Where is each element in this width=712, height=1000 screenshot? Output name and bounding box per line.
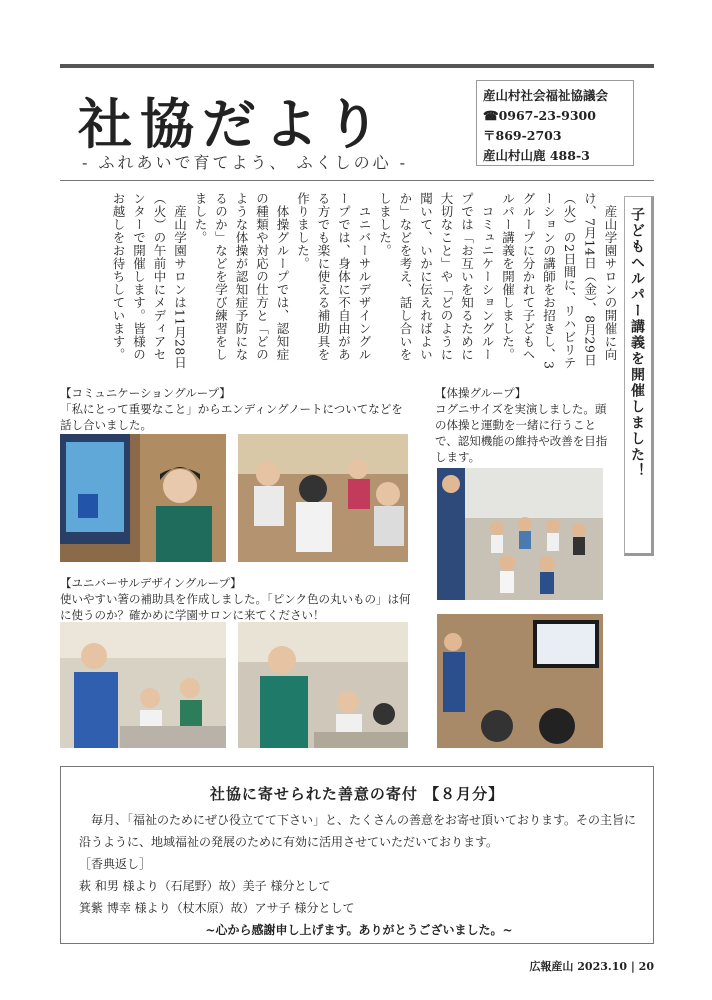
masthead-title: 社協だより	[78, 92, 388, 156]
communication-heading: 【コミュニケーショングループ】	[60, 386, 231, 400]
donation-thanks: ~心から感謝申し上げます。ありがとうございました。~	[205, 923, 513, 937]
donation-box	[60, 766, 654, 944]
donation-row: 萩 和男 様より（石尾野）故）美子 様分として	[79, 879, 331, 893]
page-footer: 広報産山 2023.10 | 20	[529, 960, 654, 973]
photo-communication-1	[60, 434, 226, 562]
side-heading: 子どもヘルパー講義を開催しました！	[624, 196, 654, 556]
article-paragraph: 産山学園サロンの開催に向け、7月14日（金）、8月29日（火）の2日間に、リハビリテーションの講師をお招きし、3グループに分かれて子どもヘルパー講義を開催しました。	[500, 192, 618, 370]
universal-caption: 使いやすい箸の補助具を作成しました。「ピンク色の丸いもの」は何に使うのか？確かめに学園サロンに来てください！	[60, 592, 411, 622]
article-body	[60, 192, 620, 372]
universal-heading: 【ユニバーサルデザイングループ】	[60, 576, 242, 590]
photo-communication-2	[238, 434, 408, 562]
contact-address: 産山村山鹿 488-3	[483, 148, 590, 163]
contact-tel: ☎0967-23-9300	[483, 108, 596, 123]
donation-text	[79, 809, 639, 941]
donation-title: 社協に寄せられた善意の寄付 【８月分】	[209, 785, 505, 803]
photo-universal-1	[60, 622, 226, 748]
article-paragraph: 産山学園サロンは11月28日（火）の午前中にメディアセンターで開催します。皆様のお越しをお待ちしています。	[111, 192, 188, 369]
divider	[60, 180, 654, 181]
top-rule	[60, 64, 654, 68]
masthead-subtitle: - ふれあいで育てよう、 ふくしの心 -	[82, 153, 409, 172]
article-paragraph: 体操グループでは、認知症の種類や対応の仕方と「どのような体操が認知症予防になるのか」などを学び練習をしました。	[193, 192, 290, 361]
exercise-heading: 【体操グループ】	[435, 386, 527, 400]
photo-exercise-1	[437, 468, 603, 600]
photo-universal-2	[238, 622, 408, 748]
donation-intro: 毎月、「福祉のためにぜひ役立てて下さい」と、たくさんの善意をお寄せ頂いております。その主旨に沿うように、地域福祉の発展のために有効に活用させていただいております。	[79, 813, 637, 849]
article-paragraph: ユニバーサルデザイングループでは、身体に不自由がある方でも楽に使える補助具を作りました。	[295, 192, 372, 361]
article-paragraph: コミュニケーショングループでは「お互いを知るために大切なこと」や「どのように聞いて、いかに伝えればよいか」などを考え、話し合いをしました。	[377, 192, 495, 361]
photo-exercise-2	[437, 614, 603, 748]
exercise-caption: コグニサイズを実演しました。頭の体操と運動を一緒に行うことで、認知機能の維持や改善を目指します。	[435, 402, 608, 464]
communication-caption: 「私にとって重要なこと」からエンディングノートについてなどを話し合いました。	[60, 402, 403, 432]
contact-org: 産山村社会福祉協議会	[483, 88, 609, 103]
donation-row: 箕紫 博幸 様より（杖木原）故）アサ子 様分として	[79, 901, 355, 915]
contact-zip: 〒869-2703	[483, 128, 562, 143]
contact-box	[476, 80, 634, 166]
donation-label: ［香典返し］	[79, 857, 152, 871]
